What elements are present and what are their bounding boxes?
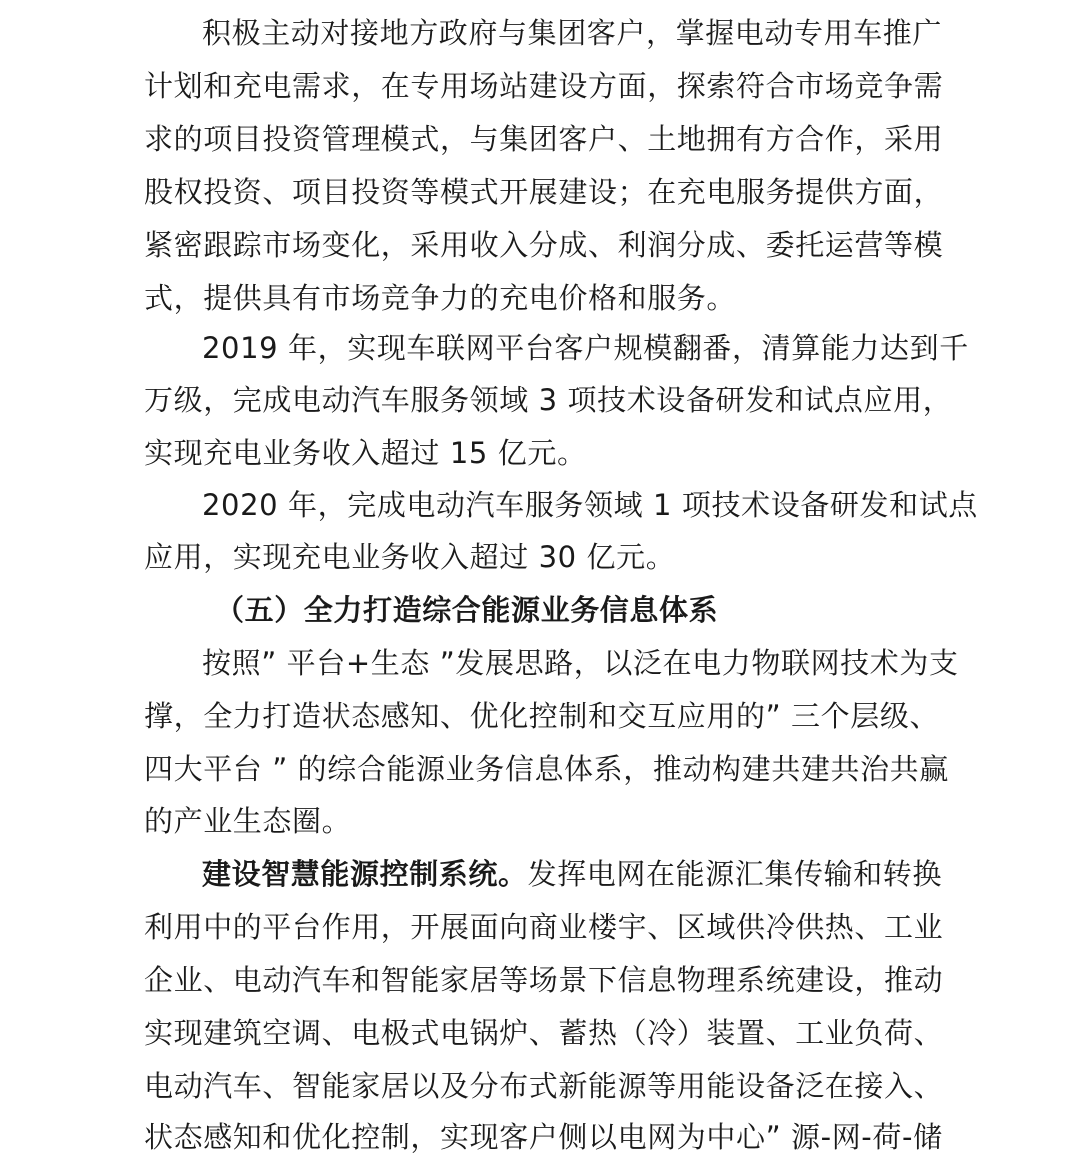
text-line-8: 万级，完成电动汽车服务领域 3 项技术设备研发和试点应用， bbox=[144, 383, 953, 417]
text-line-20: 实现建筑空调、电极式电锅炉、蓄热（冷）装置、工业负荷、 bbox=[144, 1016, 944, 1050]
text-line-16: 的产业生态圈。 bbox=[144, 804, 352, 838]
section-heading: （五）全力打造综合能源业务信息体系 bbox=[215, 593, 719, 627]
text-line-14: 撑，全力打造状态感知、优化控制和交互应用的” 三个层级、 bbox=[144, 699, 940, 733]
text-line-21: 电动汽车、智能家居以及分布式新能源等用能设备泛在接入、 bbox=[144, 1069, 944, 1103]
line-17-rest: 发挥电网在能源汇集传输和转换 bbox=[527, 857, 943, 891]
text-line-4: 股权投资、项目投资等模式开展建设；在充电服务提供方面， bbox=[144, 175, 944, 209]
text-line-5: 紧密跟踪市场变化，采用收入分成、利润分成、委托运营等模 bbox=[144, 228, 944, 262]
text-line-2: 计划和充电需求，在专用场站建设方面，探索符合市场竞争需 bbox=[144, 69, 944, 103]
text-line-18: 利用中的平台作用，开展面向商业楼宇、区域供冷供热、工业 bbox=[144, 910, 944, 944]
text-line-6: 式，提供具有市场竞争力的充电价格和服务。 bbox=[144, 281, 737, 315]
text-line-10: 2020 年，完成电动汽车服务领域 1 项技术设备研发和试点 bbox=[202, 488, 978, 522]
text-line-11: 应用，实现充电业务收入超过 30 亿元。 bbox=[144, 540, 676, 574]
text-line-1: 积极主动对接地方政府与集团客户，掌握电动专用车推广 bbox=[202, 16, 943, 50]
text-line-15: 四大平台 ” 的综合能源业务信息体系，推动构建共建共治共赢 bbox=[144, 752, 949, 786]
text-line-22: 状态感知和优化控制，实现客户侧以电网为中心” 源-网-荷-储 bbox=[144, 1120, 943, 1154]
text-line-19: 企业、电动汽车和智能家居等场景下信息物理系统建设，推动 bbox=[144, 963, 944, 997]
text-line-13: 按照” 平台+生态 ”发展思路，以泛在电力物联网技术为支 bbox=[202, 646, 959, 680]
text-line-7: 2019 年，实现车联网平台客户规模翻番，清算能力达到千 bbox=[202, 331, 969, 365]
text-line-17 bbox=[202, 854, 1002, 894]
text-line-3: 求的项目投资管理模式，与集团客户、土地拥有方合作，采用 bbox=[144, 122, 944, 156]
text-line-9: 实现充电业务收入超过 15 亿元。 bbox=[144, 436, 587, 470]
bold-lead-phrase: 建设智慧能源控制系统。 bbox=[202, 857, 528, 891]
